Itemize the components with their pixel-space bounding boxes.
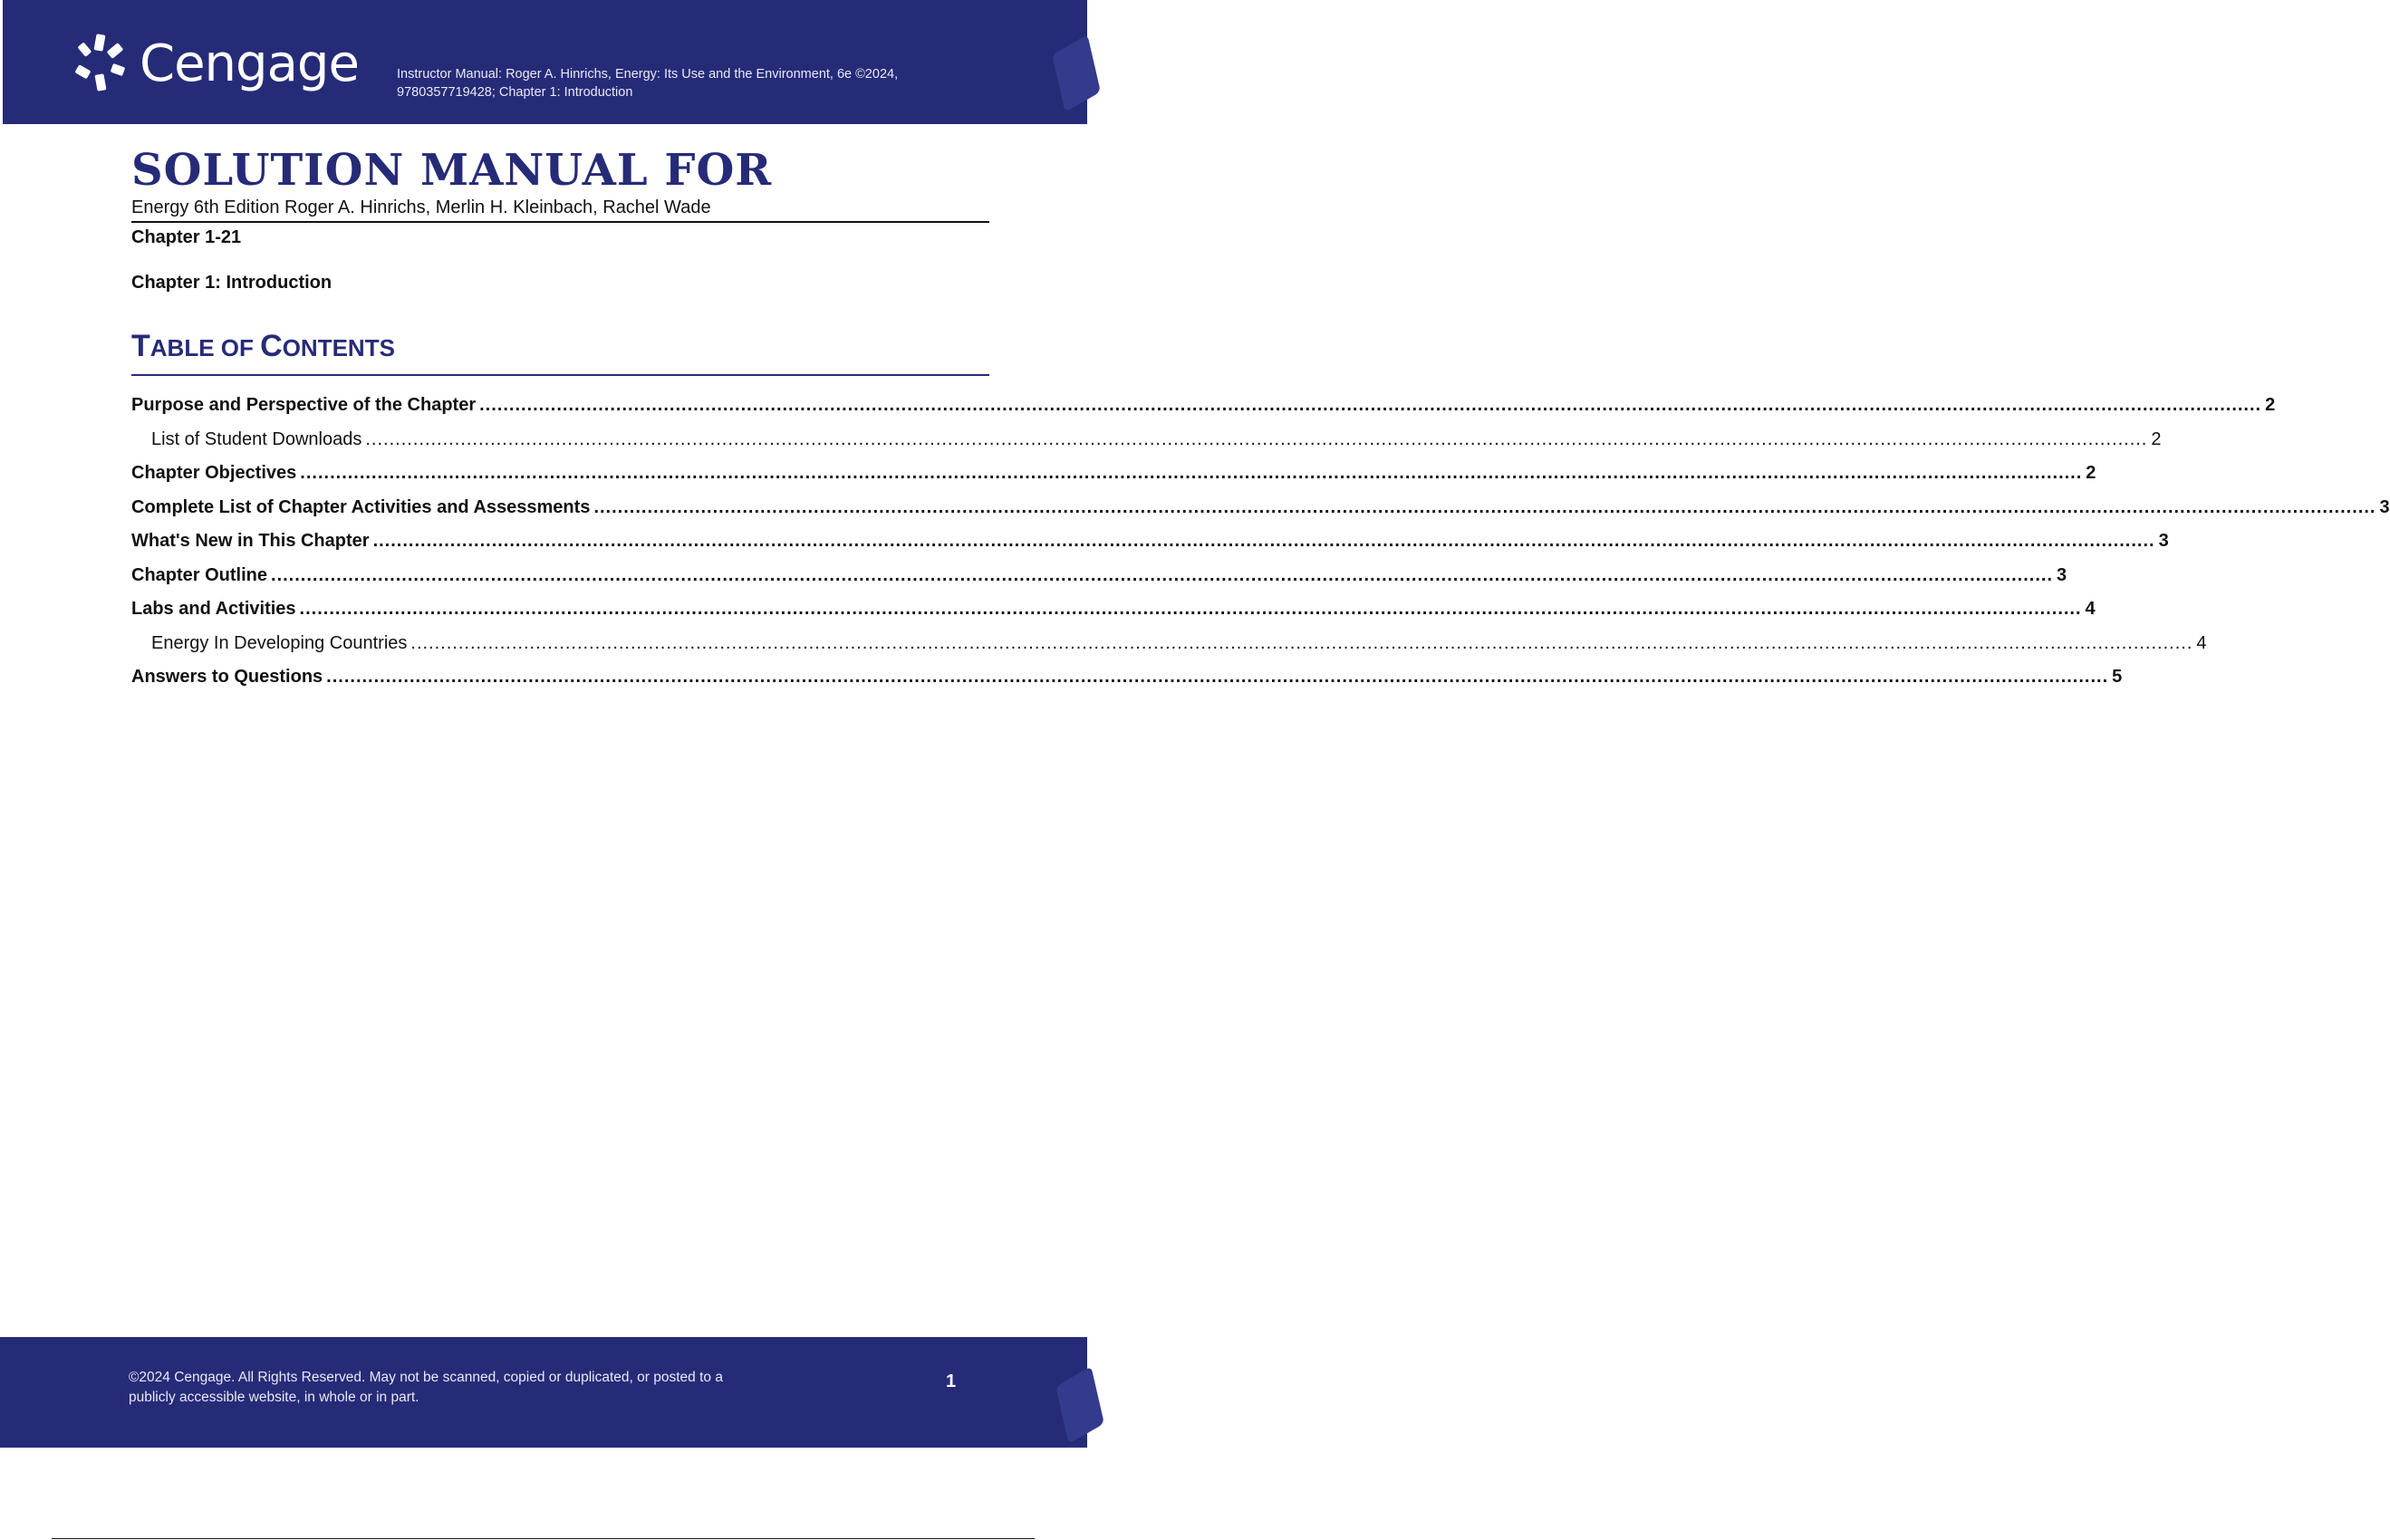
toc-entry[interactable]: Purpose and Perspective of the Chapter ............................................................................................................................................................................................................................................................................................................ 2 [131,395,2276,415]
toc-entry[interactable]: Complete List of Chapter Activities and Assessments ............................................................................................................................................................................................................................................................................................................ 3 [131,496,2390,517]
book-subtitle: Energy 6th Edition Roger A. Hinrichs, Merlin H. Kleinbach, Rachel Wade [131,197,711,217]
toc-entry[interactable]: Answers to Questions ............................................................................................................................................................................................................................................................................................................ 5 [131,667,2123,687]
toc-entry[interactable]: Energy In Developing Countries ............................................................................................................................................................................................................................................................................................................ 4 [151,632,2207,653]
copyright-notice: ©2024 Cengage. All Rights Reserved. May not be scanned, copied or duplicated, or posted to a publicly accessible website, in whole or in part. [129,1370,723,1405]
page-number: 1 [946,1372,957,1391]
toc-heading: TABLE OF CONTENTS [131,329,395,363]
footer-decoration [1055,1366,1104,1444]
toc-entry[interactable]: List of Student Downloads ............................................................................................................................................................................................................................................................................................................ 2 [151,428,2162,449]
title-divider [131,221,989,223]
page-footer [0,1337,1087,1448]
main-content [131,145,2390,695]
brand-name: Cengage [140,34,359,93]
cengage-logo-icon [71,33,132,94]
cengage-logo [71,27,359,100]
header-decoration [1052,34,1101,112]
toc-list [131,389,2390,695]
course-info: Instructor Manual: Roger A. Hinrichs, Energy: Its Use and the Environment, 6e ©2024, 9780357719428; Chapter 1: Introduction [397,67,899,100]
toc-entry[interactable]: Chapter Outline ............................................................................................................................................................................................................................................................................................................ 3 [131,564,2067,585]
page-header [3,0,1087,124]
toc-divider [131,374,989,376]
document-title: SOLUTION MANUAL FOR [131,145,773,196]
toc-entry[interactable]: What's New in This Chapter ............................................................................................................................................................................................................................................................................................................ 3 [131,531,2169,551]
toc-entry[interactable]: Chapter Objectives ............................................................................................................................................................................................................................................................................................................ 2 [131,463,2096,483]
toc-entry[interactable]: Labs and Activities ............................................................................................................................................................................................................................................................................................................ 4 [131,599,2096,619]
chapter-range: Chapter 1-21 [131,227,242,247]
bottom-divider [52,1538,1035,1539]
chapter-name: Chapter 1: Introduction [131,273,332,293]
